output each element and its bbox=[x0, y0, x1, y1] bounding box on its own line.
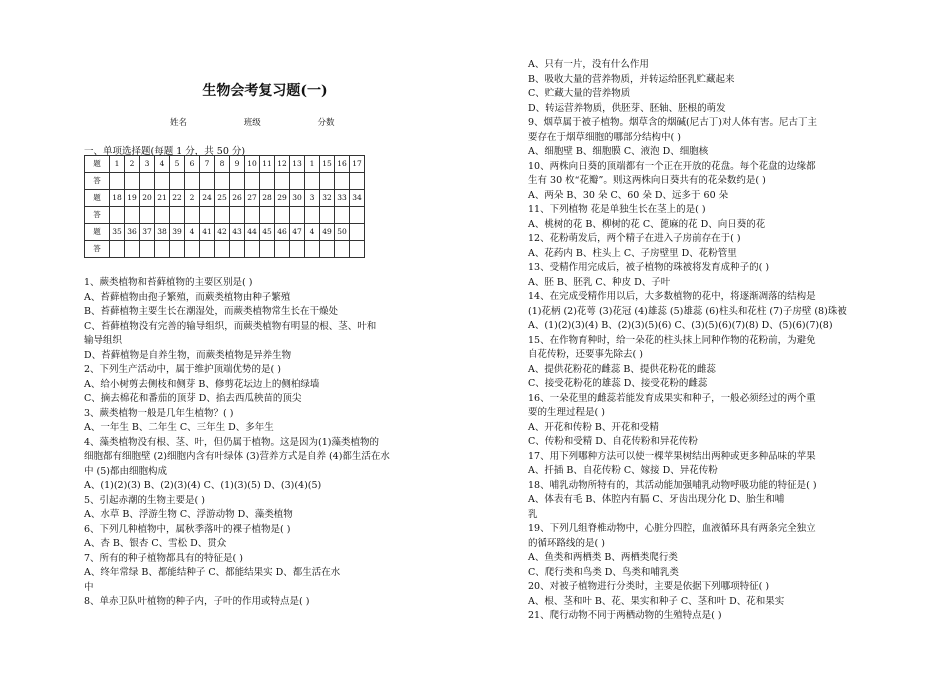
grid-question-number: 27 bbox=[245, 190, 260, 207]
grid-question-number: 38 bbox=[155, 224, 170, 241]
question-line: (1)花柄 (2)花萼 (3)花冠 (4)雄蕊 (5)雄蕊 (6)柱头和花柱 (7)子房壁 (8)珠被 bbox=[528, 305, 847, 317]
grid-answer-cell[interactable] bbox=[230, 173, 245, 190]
grid-question-number: 43 bbox=[230, 224, 245, 241]
grid-question-number: 17 bbox=[350, 156, 365, 173]
question-line: D、苔藓植物是自养生物，而蕨类植物是异养生物 bbox=[84, 349, 292, 361]
grid-answer-cell[interactable] bbox=[200, 207, 215, 224]
grid-question-number: 24 bbox=[200, 190, 215, 207]
grid-a-label: 答 bbox=[85, 173, 110, 190]
question-line: A、一年生 B、二年生 C、三年生 D、多年生 bbox=[84, 422, 274, 433]
grid-question-number: 1 bbox=[110, 156, 125, 173]
grid-answer-cell[interactable] bbox=[245, 173, 260, 190]
grid-answer-cell[interactable] bbox=[110, 241, 125, 258]
question-line: 输导组织 bbox=[84, 335, 123, 346]
grid-question-number: 22 bbox=[170, 190, 185, 207]
question-line: A、苔藓植物由孢子繁殖，而蕨类植物由种子繁殖 bbox=[84, 291, 291, 303]
question-line: 2、下列生产活动中，属于维护顶端优势的是( ) bbox=[84, 364, 281, 375]
grid-question-row bbox=[85, 224, 365, 241]
grid-question-number: 47 bbox=[290, 224, 305, 241]
question-line: 18、哺乳动物所特有的，其活动能加强哺乳动物呼吸功能的特征是( ) bbox=[528, 479, 817, 491]
grid-answer-cell[interactable] bbox=[305, 173, 320, 190]
question-line: A、根、茎和叶 B、花、果实和种子 C、茎和叶 D、花和果实 bbox=[528, 595, 785, 607]
grid-answer-cell[interactable] bbox=[290, 207, 305, 224]
grid-question-number: 1 bbox=[305, 156, 320, 173]
grid-question-number: 10 bbox=[245, 156, 260, 173]
grid-question-number: 6 bbox=[185, 156, 200, 173]
grid-answer-cell[interactable] bbox=[200, 241, 215, 258]
name-label: 姓名 bbox=[170, 118, 188, 128]
question-line: 7、所有的种子植物都具有的特征是( ) bbox=[84, 552, 243, 564]
question-line: A、(1)(2)(3)(4) B、(2)(3)(5)(6) C、(3)(5)(6)(7)(8) D、(5)(6)(7)(8) bbox=[528, 320, 833, 331]
question-line: 9、烟草属于被子植物。烟草含的烟碱(尼古丁)对人体有害。尼古丁主 bbox=[528, 117, 817, 128]
grid-answer-cell[interactable] bbox=[290, 241, 305, 258]
grid-question-number: 42 bbox=[215, 224, 230, 241]
question-line: 16、一朵花里的雌蕊若能发育成果实和种子，一般必须经过的两个重 bbox=[528, 392, 816, 404]
grid-question-number: 4 bbox=[185, 224, 200, 241]
grid-question-number: 50 bbox=[335, 224, 350, 241]
question-line: C、爬行类和鸟类 D、鸟类和哺乳类 bbox=[528, 566, 679, 578]
question-line: 4、藻类植物没有根、茎、叶，但仍属于植物。这是因为(1)藻类植物的 bbox=[84, 436, 380, 448]
grid-question-number: 3 bbox=[305, 190, 320, 207]
grid-answer-cell[interactable] bbox=[140, 173, 155, 190]
question-line: 14、在完成受精作用以后，大多数植物的花中，将逐渐凋落的结构是 bbox=[528, 291, 816, 302]
grid-answer-cell[interactable] bbox=[290, 173, 305, 190]
question-line: A、终年常绿 B、都能结种子 C、都能结果实 D、都生活在水 bbox=[84, 567, 341, 578]
grid-question-number: 25 bbox=[215, 190, 230, 207]
grid-answer-row bbox=[85, 173, 365, 190]
question-line: A、(1)(2)(3) B、(2)(3)(4) C、(1)(3)(5) D、(3)(4)(5) bbox=[84, 480, 322, 491]
question-line: 20、对被子植物进行分类时，主要是依据下列哪项特征( ) bbox=[528, 581, 770, 592]
grid-answer-cell[interactable] bbox=[305, 241, 320, 258]
grid-question-number: 13 bbox=[290, 156, 305, 173]
grid-answer-cell[interactable] bbox=[200, 173, 215, 190]
grid-question-number: 32 bbox=[320, 190, 335, 207]
grid-answer-cell[interactable] bbox=[185, 241, 200, 258]
grid-question-number: 37 bbox=[140, 224, 155, 241]
grid-answer-cell[interactable] bbox=[260, 207, 275, 224]
question-line: A、给小树剪去侧枝和侧芽 B、修剪花坛边上的侧柏绿墙 bbox=[84, 378, 320, 390]
grid-question-number: 16 bbox=[335, 156, 350, 173]
question-line: C、传粉和受精 D、自花传粉和异花传粉 bbox=[528, 436, 698, 447]
grid-question-number: 33 bbox=[335, 190, 350, 207]
question-line: 1、蕨类植物和苔藓植物的主要区别是( ) bbox=[84, 277, 253, 288]
grid-question-number: 12 bbox=[275, 156, 290, 173]
grid-question-number: 11 bbox=[260, 156, 275, 173]
grid-answer-cell[interactable] bbox=[260, 241, 275, 258]
grid-q-label: 题 bbox=[85, 190, 110, 207]
question-line: C、贮藏大量的营养物质 bbox=[528, 88, 631, 99]
grid-answer-row bbox=[85, 207, 365, 224]
question-line: 5、引起赤潮的生物主要是( ) bbox=[84, 494, 205, 506]
grid-answer-cell[interactable] bbox=[155, 241, 170, 258]
grid-question-number: 26 bbox=[230, 190, 245, 207]
grid-answer-cell[interactable] bbox=[125, 173, 140, 190]
grid-question-number: 46 bbox=[275, 224, 290, 241]
grid-q-label: 题 bbox=[85, 156, 110, 173]
grid-question-row bbox=[85, 190, 365, 207]
question-line: C、接受花粉花的雄蕊 D、接受花粉的雌蕊 bbox=[528, 378, 708, 389]
question-line: 乳 bbox=[528, 508, 538, 520]
question-line: C、苔藓植物没有完善的输导组织，而蕨类植物有明显的根、茎、叶和 bbox=[84, 320, 377, 332]
grid-answer-cell[interactable] bbox=[320, 173, 335, 190]
grid-answer-cell[interactable] bbox=[245, 207, 260, 224]
grid-answer-cell[interactable] bbox=[215, 207, 230, 224]
grid-question-number: 4 bbox=[305, 224, 320, 241]
grid-answer-cell[interactable] bbox=[350, 173, 365, 190]
grid-answer-cell[interactable] bbox=[110, 207, 125, 224]
grid-answer-cell[interactable] bbox=[185, 207, 200, 224]
question-line: 17、用下列哪种方法可以使一棵苹果树结出两种或更多种品味的苹果 bbox=[528, 450, 816, 462]
question-line: 细胞都有细胞壁 (2)细胞内含有叶绿体 (3)营养方式是自养 (4)都生活在水 bbox=[84, 451, 390, 462]
grid-question-number: 2 bbox=[125, 156, 140, 173]
question-line: 11、下列植物 花是单独生长在茎上的是( ) bbox=[528, 204, 706, 215]
grid-question-number: 20 bbox=[140, 190, 155, 207]
grid-answer-cell[interactable] bbox=[260, 173, 275, 190]
question-line: A、鱼类和两栖类 B、两栖类爬行类 bbox=[528, 552, 678, 563]
question-line: 19、下列几组脊椎动物中，心脏分四腔，血液循环具有两条完全独立 bbox=[528, 523, 816, 534]
grid-answer-cell[interactable] bbox=[275, 173, 290, 190]
grid-answer-cell[interactable] bbox=[215, 241, 230, 258]
question-line: 6、下列几种植物中，属秋季落叶的裸子植物是( ) bbox=[84, 523, 291, 535]
grid-answer-cell[interactable] bbox=[170, 173, 185, 190]
grid-answer-cell[interactable] bbox=[335, 207, 350, 224]
grid-answer-cell[interactable] bbox=[125, 241, 140, 258]
grid-question-number: 35 bbox=[110, 224, 125, 241]
grid-answer-cell[interactable] bbox=[140, 241, 155, 258]
grid-answer-cell[interactable] bbox=[215, 173, 230, 190]
question-line: 自花传粉，还要事先除去( ) bbox=[528, 349, 643, 360]
answer-grid bbox=[84, 155, 365, 258]
grid-answer-cell[interactable] bbox=[230, 207, 245, 224]
question-line: 8、单赤卫队叶植物的种子内，子叶的作用或特点是( ) bbox=[84, 596, 310, 607]
grid-question-number: 49 bbox=[320, 224, 335, 241]
grid-question-number: 9 bbox=[230, 156, 245, 173]
question-line: A、开花和传粉 B、开花和受精 bbox=[528, 421, 659, 433]
grid-question-number: 28 bbox=[260, 190, 275, 207]
grid-answer-cell[interactable] bbox=[155, 207, 170, 224]
grid-answer-cell[interactable] bbox=[125, 207, 140, 224]
grid-answer-cell[interactable] bbox=[170, 207, 185, 224]
student-info-line bbox=[170, 116, 386, 128]
grid-question-number: 2 bbox=[185, 190, 200, 207]
grid-answer-cell[interactable] bbox=[230, 241, 245, 258]
grid-question-number: 7 bbox=[200, 156, 215, 173]
question-line: 要存在于烟草细胞的哪部分结构中( ) bbox=[528, 131, 681, 143]
question-line: D、转运营养物质，供胚芽、胚轴、胚根的萌发 bbox=[528, 102, 726, 114]
grid-question-number: 34 bbox=[350, 190, 365, 207]
grid-answer-cell[interactable] bbox=[245, 241, 260, 258]
question-line: B、苔藓植物主要生长在潮湿处，而蕨类植物常生长在干燥处 bbox=[84, 306, 338, 317]
grid-question-number: 3 bbox=[140, 156, 155, 173]
question-line: 15、在作物育种时，给一朵花的柱头抹上同种作物的花粉前，为避免 bbox=[528, 334, 816, 346]
question-line: 12、花粉萌发后，两个精子在进入子房前存在于( ) bbox=[528, 233, 741, 244]
grid-answer-cell[interactable] bbox=[185, 173, 200, 190]
grid-answer-cell[interactable] bbox=[140, 207, 155, 224]
grid-answer-cell[interactable] bbox=[305, 207, 320, 224]
grid-q-label: 题 bbox=[85, 224, 110, 241]
question-line: A、水草 B、浮游生物 C、浮游动物 D、藻类植物 bbox=[84, 509, 293, 520]
score-label: 分数 bbox=[317, 118, 335, 128]
grid-question-number: 21 bbox=[155, 190, 170, 207]
grid-answer-cell[interactable] bbox=[170, 241, 185, 258]
question-line: 中 bbox=[84, 581, 94, 593]
question-line: A、花药内 B、柱头上 C、子房壁里 D、花粉管里 bbox=[528, 247, 737, 259]
question-line: C、摘去棉花和番茄的顶芽 D、掐去西瓜秧苗的顶尖 bbox=[84, 393, 302, 404]
class-label: 班级 bbox=[243, 118, 261, 128]
grid-question-number: 4 bbox=[155, 156, 170, 173]
grid-answer-cell[interactable] bbox=[155, 173, 170, 190]
grid-question-number: 5 bbox=[170, 156, 185, 173]
grid-answer-cell[interactable] bbox=[320, 207, 335, 224]
question-line: A、细胞壁 B、细胞膜 C、液泡 D、细胞核 bbox=[528, 146, 709, 157]
grid-question-number: 18 bbox=[110, 190, 125, 207]
question-line: A、胚 B、胚乳 C、种皮 D、子叶 bbox=[528, 276, 671, 288]
question-line: 生有 30 枚“花瓣”。则这两株向日葵共有的花朵数约是( ) bbox=[528, 175, 766, 186]
grid-answer-cell[interactable] bbox=[350, 207, 365, 224]
grid-answer-cell[interactable] bbox=[320, 241, 335, 258]
grid-question-number: 41 bbox=[200, 224, 215, 241]
question-line: A、杏 B、银杏 C、雪松 D、贯众 bbox=[84, 538, 227, 549]
grid-answer-row bbox=[85, 241, 365, 258]
grid-answer-cell[interactable] bbox=[350, 241, 365, 258]
question-line: A、两朵 B、30 朵 C、60 朵 D、远多于 60 朵 bbox=[528, 189, 729, 201]
grid-question-number: 29 bbox=[275, 190, 290, 207]
grid-a-label: 答 bbox=[85, 241, 110, 258]
question-line: 中 (5)都由细胞构成 bbox=[84, 465, 167, 477]
grid-question-number: 30 bbox=[290, 190, 305, 207]
grid-question-number: 8 bbox=[215, 156, 230, 173]
grid-question-number: 39 bbox=[170, 224, 185, 241]
question-line: A、扦插 B、自花传粉 C、嫁接 D、异花传粉 bbox=[528, 465, 718, 476]
grid-answer-cell[interactable] bbox=[275, 207, 290, 224]
grid-question-number: 15 bbox=[320, 156, 335, 173]
grid-answer-cell[interactable] bbox=[110, 173, 125, 190]
grid-question-number: 19 bbox=[125, 190, 140, 207]
question-line: B、吸收大量的营养物质，并转运给胚乳贮藏起来 bbox=[528, 73, 735, 85]
grid-a-label: 答 bbox=[85, 207, 110, 224]
question-line: 13、受精作用完成后，被子植物的珠被将发育成种子的( ) bbox=[528, 262, 770, 273]
question-line: A、桃树的花 B、柳树的花 C、蓖麻的花 D、向日葵的花 bbox=[528, 218, 766, 230]
section-heading: 一、单项选择题(每题 1 分，共 50 分) bbox=[84, 146, 246, 157]
left-column-questions bbox=[84, 276, 430, 610]
page-title: 生物会考复习题(一) bbox=[202, 83, 328, 99]
question-line: 10、两株向日葵的顶端都有一个正在开放的花盘。每个花盘的边缘都 bbox=[528, 160, 816, 172]
question-line: 的循环路线的是( ) bbox=[528, 537, 605, 549]
grid-question-number: 45 bbox=[260, 224, 275, 241]
right-column-questions bbox=[528, 58, 888, 624]
question-line: A、提供花粉花的雌蕊 B、提供花粉花的雌蕊 bbox=[528, 363, 716, 375]
grid-question-number: 44 bbox=[245, 224, 260, 241]
grid-question-row bbox=[85, 156, 365, 173]
grid-question-number: 36 bbox=[125, 224, 140, 241]
question-line: A、体表有毛 B、体腔内有膈 C、牙齿出现分化 D、胎生和哺 bbox=[528, 494, 785, 505]
question-line: 要的生理过程是( ) bbox=[528, 407, 605, 418]
question-line: 21、爬行动物不同于两栖动物的生殖特点是( ) bbox=[528, 610, 722, 621]
grid-answer-cell[interactable] bbox=[275, 241, 290, 258]
grid-question-number bbox=[350, 224, 365, 241]
grid-answer-cell[interactable] bbox=[335, 173, 350, 190]
question-line: A、只有一片，没有什么作用 bbox=[528, 59, 649, 70]
question-line: 3、蕨类植物一般是几年生植物？( ) bbox=[84, 407, 234, 419]
grid-answer-cell[interactable] bbox=[335, 241, 350, 258]
